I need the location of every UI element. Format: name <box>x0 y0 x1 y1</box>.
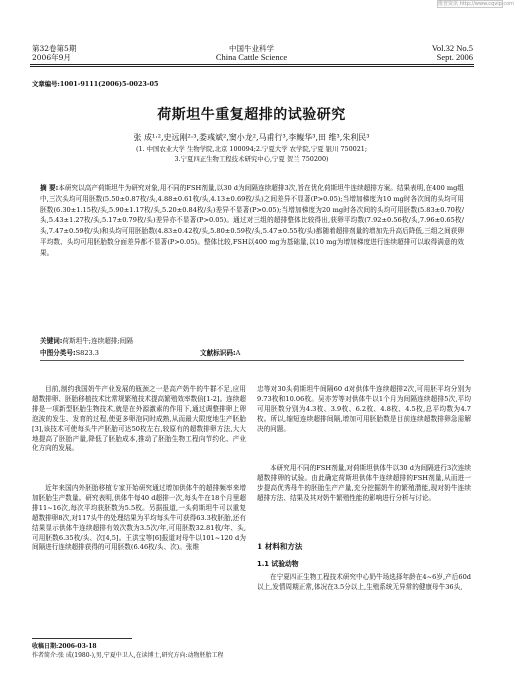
header-rule-thin <box>30 66 474 67</box>
doc-code-value: A <box>235 349 241 357</box>
footnote-rule <box>32 638 132 639</box>
section-1-heading: 1 材料和方法 <box>257 542 303 551</box>
keywords-line <box>40 335 133 345</box>
volume-en: Vol.32 No.5 <box>431 43 473 53</box>
left-para-2: 近年来国内外胚胎移植专家开始研究通过增加供体牛的超排频率来增加胚胎生产数量。研究表明,供体牛每40 d超排一次,每头牛在18个月里超排11~16次,每次平均获胚数为5.5枚。另据报道,一头荷斯坦牛可以重复超数排卵8次,对117头牛的处理结果为平均每头牛可获得63.3枚胚胎,还有结果显示供体牛连续超排有效次数为3.5次/年,可用胚数32.81枚/年、头,可用胚数6.35枚/头、次[4,5]。王洪宝等[6]报道对母牛以101~120 d为间隔进行连续超排获得的可用胚数(6.46枚/头、次)。张维 <box>32 484 246 552</box>
section-1-1-heading: 1.1 试验动物 <box>257 560 299 568</box>
abstract-label: 摘 要: <box>40 184 59 192</box>
doc-code-line <box>200 347 240 357</box>
abstract-divider <box>40 360 464 361</box>
date-en: Sept. 2006 <box>436 52 473 62</box>
date-cn: 2006年9月 <box>32 53 71 62</box>
doc-code-label: 文献标识码: <box>200 349 236 357</box>
watermark-badge: 维普资讯 http://www.cqvip.com <box>438 1 514 7</box>
abstract-text: 本研究以高产荷斯坦牛为研究对象,用不同的FSH剂量,以30 d为间隔连续超排3次,旨在优化荷斯坦牛连续超排方案。结果表明,在400 mg组中,三次头均可用胚数(5.50±0.87枚/头,4.88±0.61枚/头,4.13±0.69枚/头)之间差异不显著(P>0.05);当增加梯度为10 mg时各次间的头均可用胚数(6.30±1.15枚/头,5.90±1.17枚/头,5.20±0.84枚/头)差异不显著(P>0.05);当增加梯度为20 mg时各次间的头均可用胚数(5.83±0.70枚/头,5.43±1.27枚/头,5.17±0.79枚/头)差异亦不显著(P>0.05)。通过对三组的超排整体比较得出,获卵平均数(7.92±0.56枚/头,7.96±0.65枚/头,7.47±0.59枚/头)和头均可用胚胎数(4.83±0.42枚/头,5.80±0.59枚/头,5.47±0.55枚/头)都随着超排剂量的增加先升高后降低,三组之间获卵平均数、头均可用胚胎数分面差异都不显著(P>0.05)。整体比较,FSH以400 mg为基础量,以10 mg为增加梯度进行连续超排可以取得满意的效果。 <box>40 184 465 257</box>
classification-value: S823.3 <box>75 349 100 357</box>
affiliation-line-2: 3.宁夏四正生物工程技术研究中心,宁夏 贺兰 750200) <box>174 155 329 163</box>
keywords-label: 关键词: <box>40 337 63 345</box>
received-date: 收稿日期:2006-03-18 <box>32 643 97 650</box>
volume-cn: 第32卷第5期 <box>32 44 77 53</box>
journal-cn: 中国牛业科学 <box>229 44 274 53</box>
classification-label: 中图分类号: <box>40 349 76 357</box>
classification-line <box>40 347 99 357</box>
left-para-1: 目前,制约我国奶牛产业发展的瓶颈之一是高产奶牛的牛群不足,应用超数排卵、胚胎移植技术比常规繁殖技术提高繁殖效率数倍[1-2]。连续超排是一项新型胚胎生物技术,就是在外源激素的作用下,通过调整排卵上卵泡波的发生、发育的过程,使更多卵泡同时成熟,从而最大限度地生产胚胎[3],该技术可使每头牛产胚胎可达50枚左右,较原有的超数排卵方法,大大地提高了胚胎产量,降低了胚胎成本,推动了胚胎生物工程向节约化、产业化方向的发展。 <box>32 385 246 453</box>
right-para-1: 忠等对30头荷斯坦牛间隔60 d对供体牛连续超排2次,可用胚平均分别为9.73枚和10.06枚。吴亦芳等对供体牛以1个月为间隔连续超排5次,平均可用胚数分别为4.3枚、3.9枚、6.2枚、4.8枚、4.5枚,总平均数为4.7枚。所以,缩短连续超排间隔,增加可用胚胎数是目前连续超数排卵急需解决的问题。 <box>257 385 471 433</box>
article-id: 文章编号:1001-9111(2006)5-0023-05 <box>32 80 159 88</box>
author-info: 作者简介:张 成(1980-),男,宁夏中卫人,在读博士,研究方向:动物胚胎工程 <box>32 652 224 659</box>
abstract-block <box>40 183 464 259</box>
affiliation-line-1: (1. 中国农业大学 生物学院,北京 100094;2.宁夏大学 农学院,宁夏 银川 750021; <box>135 145 368 153</box>
paper-title: 荷斯坦牛重复超排的试验研究 <box>157 107 346 123</box>
header-rule <box>30 64 474 65</box>
authors: 张 成¹·²,史远刚²·³,娄彧斌²,窦小龙²,马甫行³,李鳆华³,田 维³,朱利民³ <box>133 133 370 142</box>
keywords-text: 荷斯坦牛;连续超排;间隔 <box>62 337 133 345</box>
right-para-2: 本研究用不同的FSH剂量,对荷斯坦供体牛以30 d为间隔进行3次连续超数排卵的试验。由此确定荷斯坦供体牛连续超排的FSH剂量,从而进一步提高优秀母牛的胚胎生产产量,充分挖掘奶牛的繁殖潜能,现对奶牛连续超排方法、结果及其对奶牛繁殖性能的影响进行分析与讨论。 <box>257 464 471 502</box>
journal-en: China Cattle Science <box>215 52 288 62</box>
right-para-3: 在宁夏四正生物工程技术研究中心奶牛场选择年龄在4~6岁,产后60d以上,发情周期正常,体况在3.5分以上,生殖系统无异常的健康母牛36头, <box>257 573 471 591</box>
